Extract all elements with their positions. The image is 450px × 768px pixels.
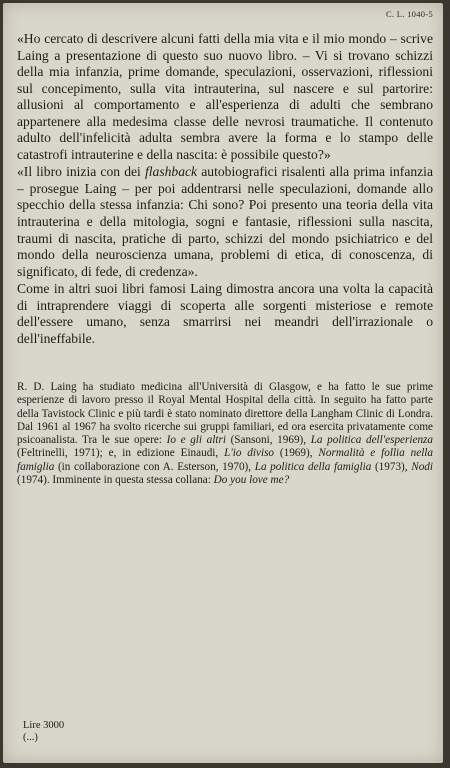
price-label: Lire 3000 — [23, 720, 65, 731]
catalog-code: C. L. 1040-5 — [385, 9, 433, 19]
blurb-p2-before: «Il libro inizia con dei — [17, 164, 145, 180]
blurb-paragraph-3: Come in altri suoi libri famosi Laing dimostra ancora una volta la capacità di intraprendere viaggi di scoperta alle sorgenti misteriose e remote dell'essere umano, senza smarrirsi nei meandri dell'irrazionale o dell'ineffabile. — [17, 281, 433, 346]
blurb-p2-after: autobiografici risalenti alla prima infanzia – prosegue Laing – per poi addentrarsi nelle speculazioni, domande allo specchio della stessa infanzia: Chi sono? Poi presento una teoria della vita intrauterina e della mitologia, sogni e fantasie, riflessioni sulla nascita, traumi di nascita, pratiche di parto, schizzi del mondo psichiatrico e del mondo della neuroscienza umana, problemi di etica, di conoscenza, di significato, di fede, di credenza». — [17, 164, 433, 279]
bio-work-5: La politica della famiglia — [254, 460, 372, 473]
bio-text-7: (1974). Imminente in questa stessa collana: — [17, 473, 214, 486]
bio-work-2: La politica dell'esperienza — [310, 434, 433, 446]
bio-text-6: (1973), — [371, 460, 412, 473]
blurb-p2-italic: flashback — [144, 164, 198, 180]
bio-work-1: Io e gli altri — [166, 434, 226, 446]
bio-text-4: (1969), — [274, 447, 319, 460]
bio-work-7: Do you love me? — [213, 473, 290, 486]
blurb-paragraph-1: «Ho cercato di descrivere alcuni fatti della mia vita e il mio mondo – scrive Laing a presentazione di questo suo nuovo libro. – Vi si trovano schizzi della mia infanzia, prime domande, speculazioni, osservazioni, riflessioni sul concepimento, sulla vita intrauterina, sul nascere e sul partorire: allusioni al comportamento e all'esperienza di adulti che sembrano appartenere alla medesima classe delle nevrosi traumatiche. Il contenuto adulto dell'infelicità adulta sembra avere la forma e lo stampo delle catastrofi intrauterine e della nascita: è possibile questo?» — [17, 31, 433, 162]
author-bio — [17, 381, 433, 487]
price-note: (...) — [23, 732, 38, 743]
bio-work-3: L'io diviso — [224, 447, 275, 460]
book-back-cover — [3, 3, 443, 763]
blurb-paragraph-2 — [17, 164, 433, 280]
price-block — [23, 720, 64, 744]
bio-text-5: (in collaborazione con A. Esterson, 1970), — [54, 460, 255, 473]
author-bio-paragraph — [17, 381, 433, 487]
bio-work-4: Normalità e follia nella famiglia — [17, 447, 433, 473]
bio-text-3: (Feltrinelli, 1971); e, in edizione Einaudi, — [17, 447, 225, 460]
bio-text-1: R. D. Laing ha studiato medicina all'Università di Glasgow, e ha fatto le sue prime esperienze di lavoro presso il Royal Mental Hospital della città. In seguito ha fatto parte della Tavistock Clinic e più tardi è stato nominato direttore della Langham Clinic di Londra. Dal 1961 al 1967 ha svolto ricerche sui gruppi familiari, ed ora esercita privatamente come psicoanalista. Tra le sue opere: — [17, 381, 433, 446]
bio-work-6: Nodi — [411, 460, 433, 473]
bio-text-2: (Sansoni, 1969), — [225, 434, 311, 446]
blurb-text — [17, 31, 433, 348]
